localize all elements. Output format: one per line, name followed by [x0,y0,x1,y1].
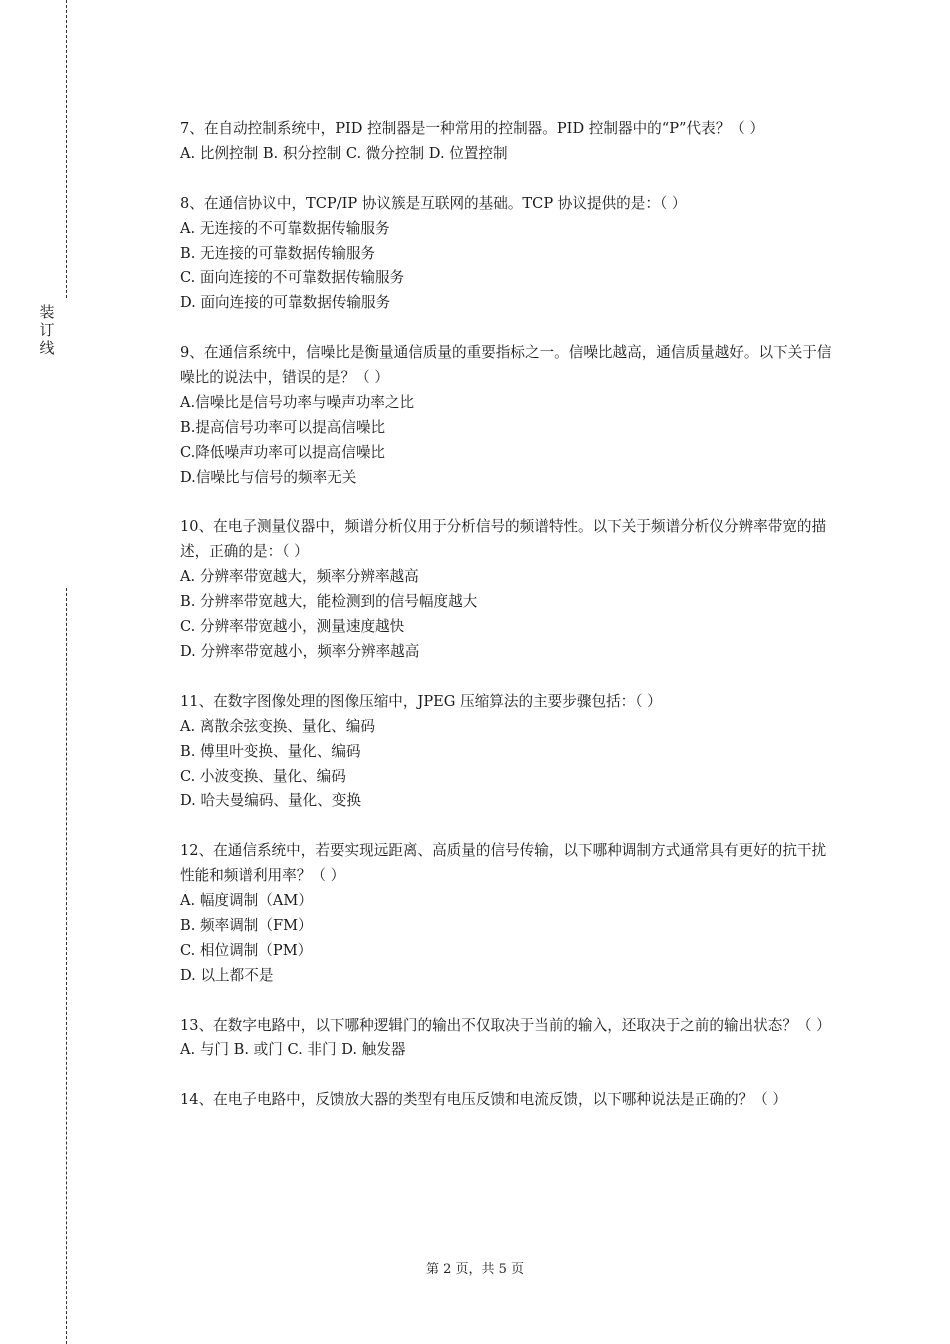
question-option: D. 面向连接的可靠数据传输服务 [180,294,391,312]
question-7 [180,117,840,167]
question-option: C. 相位调制（PM） [180,941,313,959]
question-option: D.信噪比与信号的频率无关 [180,468,357,486]
question-stem: 8、在通信协议中，TCP/IP 协议簇是互联网的基础。TCP 协议提供的是：（ ） [180,194,687,212]
question-option: D. 分辨率带宽越小，频率分辨率越高 [180,642,420,660]
question-stem: 11、在数字图像处理的图像压缩中，JPEG 压缩算法的主要步骤包括：（ ） [180,692,662,710]
question-option: B.提高信号功率可以提高信噪比 [180,418,386,436]
question-stem: 12、在通信系统中，若要实现远距离、高质量的信号传输，以下哪种调制方式通常具有更好的抗干扰性能和频谱利用率？（ ） [180,842,827,885]
question-stem: 13、在数字电路中，以下哪种逻辑门的输出不仅取决于当前的输入，还取决于之前的输出状态？（ ） [180,1016,831,1034]
question-option: A. 无连接的不可靠数据传输服务 [180,219,390,237]
question-option: A. 离散余弦变换、量化、编码 [180,717,375,735]
binding-label [36,303,58,357]
question-stem: 14、在电子电路中，反馈放大器的类型有电压反馈和电流反馈，以下哪种说法是正确的？（ ） [180,1091,787,1109]
question-12 [180,839,840,988]
question-option: C.降低噪声功率可以提高信噪比 [180,443,386,461]
question-10 [180,515,840,664]
question-option: C. 小波变换、量化、编码 [180,767,346,785]
binding-char: 线 [39,339,55,357]
binding-char: 装 [39,303,55,321]
binding-dashed-line-bottom [66,588,67,1344]
question-option: A. 与门 B. 或门 C. 非门 D. 触发器 [180,1041,406,1059]
question-option: C. 面向连接的不可靠数据传输服务 [180,269,405,287]
question-option: A.信噪比是信号功率与噪声功率之比 [180,393,415,411]
question-option: B. 分辨率带宽越大，能检测到的信号幅度越大 [180,593,478,611]
question-9 [180,341,840,490]
question-option: B. 频率调制（FM） [180,916,313,934]
question-stem: 10、在电子测量仪器中，频谱分析仪用于分析信号的频谱特性。以下关于频谱分析仪分辨率带宽的描述，正确的是：（ ） [180,518,827,561]
question-option: D. 以上都不是 [180,966,274,984]
binding-char: 订 [39,321,55,339]
question-option: A. 比例控制 B. 积分控制 C. 微分控制 D. 位置控制 [180,144,508,162]
question-8 [180,192,840,317]
question-option: A. 幅度调制（AM） [180,892,313,910]
question-stem: 9、在通信系统中，信噪比是衡量通信质量的重要指标之一。信噪比越高，通信质量越好。以下关于信噪比的说法中，错误的是？（ ） [180,344,832,387]
question-stem: 7、在自动控制系统中，PID 控制器是一种常用的控制器。PID 控制器中的“P”代表？（ ） [180,120,765,137]
binding-dashed-line-top [66,0,67,298]
page-footer: 第 2 页，共 5 页 [425,1262,525,1277]
question-option: C. 分辨率带宽越小，测量速度越快 [180,618,405,636]
question-13 [180,1014,840,1064]
question-list [180,117,840,1138]
question-11 [180,690,840,815]
question-option: A. 分辨率带宽越大，频率分辨率越高 [180,568,419,586]
question-option: B. 无连接的可靠数据传输服务 [180,244,376,262]
question-option: B. 傅里叶变换、量化、编码 [180,742,361,760]
question-14 [180,1088,840,1113]
question-option: D. 哈夫曼编码、量化、变换 [180,792,361,810]
